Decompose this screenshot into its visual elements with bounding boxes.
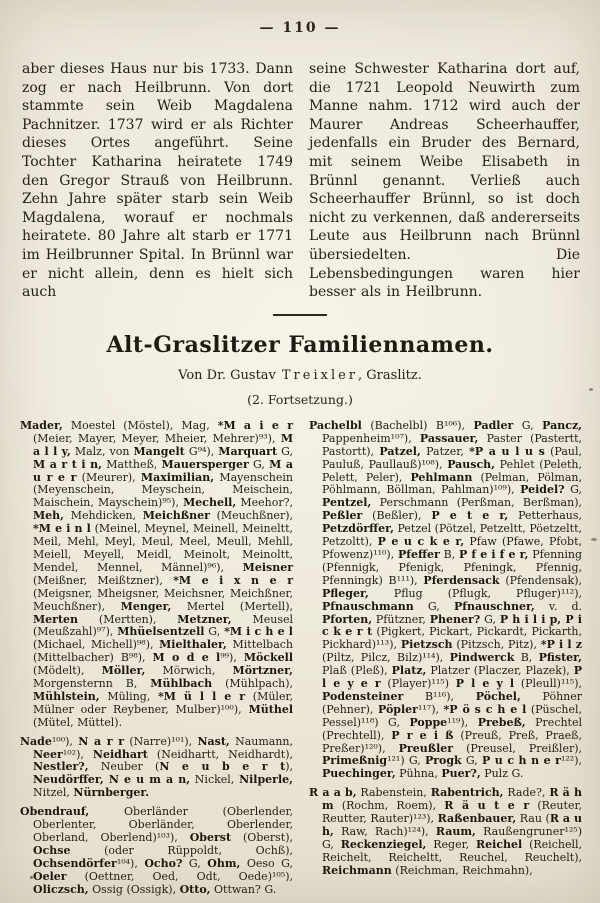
name-list-left-column — [20, 420, 293, 903]
byline-author-name: Treixler — [281, 367, 359, 383]
byline-suffix: , Graslitz. — [358, 367, 422, 383]
name-lists-section — [0, 407, 600, 903]
name-list-paragraph: Nade¹⁰⁰), N a r r (Narre)¹⁰¹), Nast, Naumann, Neer¹⁰²), Neidhart (Neidhartt, Neidhardt), Nestler?, Neuber (N e u b e r t), Neudörffer, N e u m a n, Nickel, Nilperle, Nitzel, Nürnberger. — [20, 734, 294, 800]
scan-artifact-speck — [591, 538, 597, 541]
section-divider-rule — [273, 314, 327, 316]
scan-artifact-speck — [589, 388, 593, 391]
name-list-paragraph: Mader, Moestel (Möstel), Mag, *M a i e r (Meier, Mayer, Meyer, Mheier, Mehrer)⁹³), M a l l y, Malz, von Mangelt G⁹⁴), Marquart G, M a r t i n, Mattheß, Mauersperger G, M a u r e r (Meurer), Maximilian, Mayenschein (Meyenschein, Meyschein, Meischein, Maischein, Mayschein)⁹⁵), Mechell, Meehor?, Meh, Mehdicken, Meichßner (Meuchßner), *M e i n l (Meinel, Meynel, Meinell, Meineltt, Meil, Mehl, Meyl, Meul, Meel, Meull, Mehll, Meiell, Meyell, Meidl, Meinolt, Meinoltt, Mendel, Mennel, Männel)⁹⁶), Meisner (Meißner, Meißtzner), *M e i x n e r (Meigsner, Mheigsner, Meichsner, Meichßner, Meuchßner), Menger, Mertel (Mertell), Merten (Mertten), Metzner, Meusel (Meußzahl)⁹⁷), Mhüelsentzell G, *M i c h e l (Michael, Michell)⁹⁸), Mielthaler, Mittelbach (Mittelbacher) B⁹⁸), M o d e l⁹⁹), Möckell (Mödelt), Möller, Mörwich, Mörtzner, Morgensternn B, Mühlbach (Mühlpach), Mühlstein, Müling, *M ü l l e r (Müler, Mülner oder Reybener, Mulber)¹⁰⁰), Müthel (Mütel, Müttel). — [20, 418, 294, 729]
intro-right-column: seine Schwester Katharina dort auf, die 1721 Leopold Neuwirth zum Manne nahm. 1712 wird auch der Maurer Andreas Scheerhauffer, jedenfalls ein Bruder des Bernard, mit seinem Weibe Elisabeth in Brünnl genannt. Verließ auch Scheerhauffer Brünnl, so ist doch nicht zu verkennen, daß andererseits Leute aus Heilbrunn nach Brünnl übersiedelten. Die Lebensbedingungen waren hier besser als in Heilbrunn. — [309, 61, 580, 301]
article-byline — [0, 368, 600, 383]
name-list-paragraph: Pachelbl (Bachelbl) B¹⁰⁶), Padler G, Pancz, Pappenheim¹⁰⁷), Passauer, Paster (Pastertt, Pastortt), Patzel, Patzer, *P a u l u s (Paul, Pauluß, Paullauß)¹⁰⁸), Pausch, Pehlet (Peleth, Pelett, Peler), Pehlmann (Pelman, Pölman, Pöhlmann, Böllman, Pahlman)¹⁰⁹), Peidel? G, Pentzel, Perschmann (Perßman, Berßman), Peßler (Beßler), P e t e r, Petterhaus, Petzdörffer, Petzel (Pötzel, Petzeltt, Pöetzeltt, Petzoltt), P e u c k e r, Pfaw (Pfawe, Pfobt, Pfowenz)¹¹⁰), Pfeffer B, P f e i f e r, Pfenning (Pfennigk, Pfenigk, Pfeningk, Pfennig, Pfenningk) B¹¹¹), Pferdensack (Pfendensak), Pfleger, Pflug (Pflugk, Pfluger)¹¹²), Pfnauschmann G, Pfnauschner, v. d. Pforten, Pfützner, Phener? G, P h i l i p, P i c k e r t (Pigkert, Pickart, Pickardt, Pickarth, Pickhard)¹¹³), Pietzsch (Pitzsch, Pitz), *P i l z (Piltz, Pilcz, Bilz)¹¹⁴), Pindwerck B, Pfister, Plaß (Pleß), Platz, Platzer (Placzer, Plazek), P l e y e r (Player)¹¹⁵) P l e y l (Pleull)¹¹⁵), Podensteiner B¹¹⁶), Pöchel, Pöhner (Pehner), Pöpler¹¹⁷), *P ö s c h e l (Püschel, Pessel)¹¹⁸) G, Poppe¹¹⁹), Prebeß, Prechtel (Prechtell), P r e i ß (Preuß, Preß, Praeß, Preßer)¹²⁰), Preußler (Preusel, Preißler), Primeßnig¹²¹) G, Progk G, P u c h n e r¹²²), Puechinger, Pühna, Puer?, Pulz G. — [309, 418, 583, 781]
page-number: — 110 — — [259, 20, 341, 36]
intro-left-column: aber dieses Haus nur bis 1733. Dann zog er nach Heilbrunn. Von dort stammte sein Weib Magdalena Pachnitzer. 1737 wird er als Richter dieses Ortes angeführt. Seine Tochter Katharina heiratete 1749 den Gregor Strauß von Heilbrunn. Zehn Jahre später starb sein Weib Magdalena, worauf er nochmals heiratete. 80 Jahre alt starb er 1771 im Heilbrunner Spital. In Brünnl war er nicht allein, denn es hielt sich auch — [22, 61, 293, 301]
scan-artifact-speck — [30, 876, 33, 879]
name-list-paragraph: R a a b, Rabenstein, Rabentrich, Rade?, R ä h m (Rochm, Roem), R ä u t e r (Reuter, Reutter, Rauter)¹²³), Raßenbauer, Rau (R a u h, Raw, Rach)¹²⁴), Raum, Raußengruner¹²⁵) G, Reckenziegel, Reger, Reichel (Reichell, Reichelt, Reicheltt, Reuchel, Reuchelt), Reichmann (Reichman, Reichmahn), — [309, 786, 583, 877]
byline-prefix: Von Dr. Gustav — [178, 367, 276, 383]
name-list-right-column — [309, 420, 582, 884]
intro-section — [0, 36, 600, 302]
name-list-paragraph: Obendrauf, Oberländer (Oberlender, Oberlenter, Oberländer, Oberlender, Oberland, Oberlend)¹⁰³), Oberst (Oberst), Ochse (oder Rüppoldt, Ochß), Ochsendörfer¹⁰⁴), Ocho? G, Ohm, Oeso G, Oeler (Oettner, Oed, Odt, Oede)¹⁰⁵), Oliczsch, Ossig (Ossigk), Otto, Ottwan? G. — [20, 805, 294, 896]
continuation-note: (2. Fortsetzung.) — [247, 391, 353, 407]
article-title: Alt-Graslitzer Familiennamen. — [106, 331, 494, 358]
